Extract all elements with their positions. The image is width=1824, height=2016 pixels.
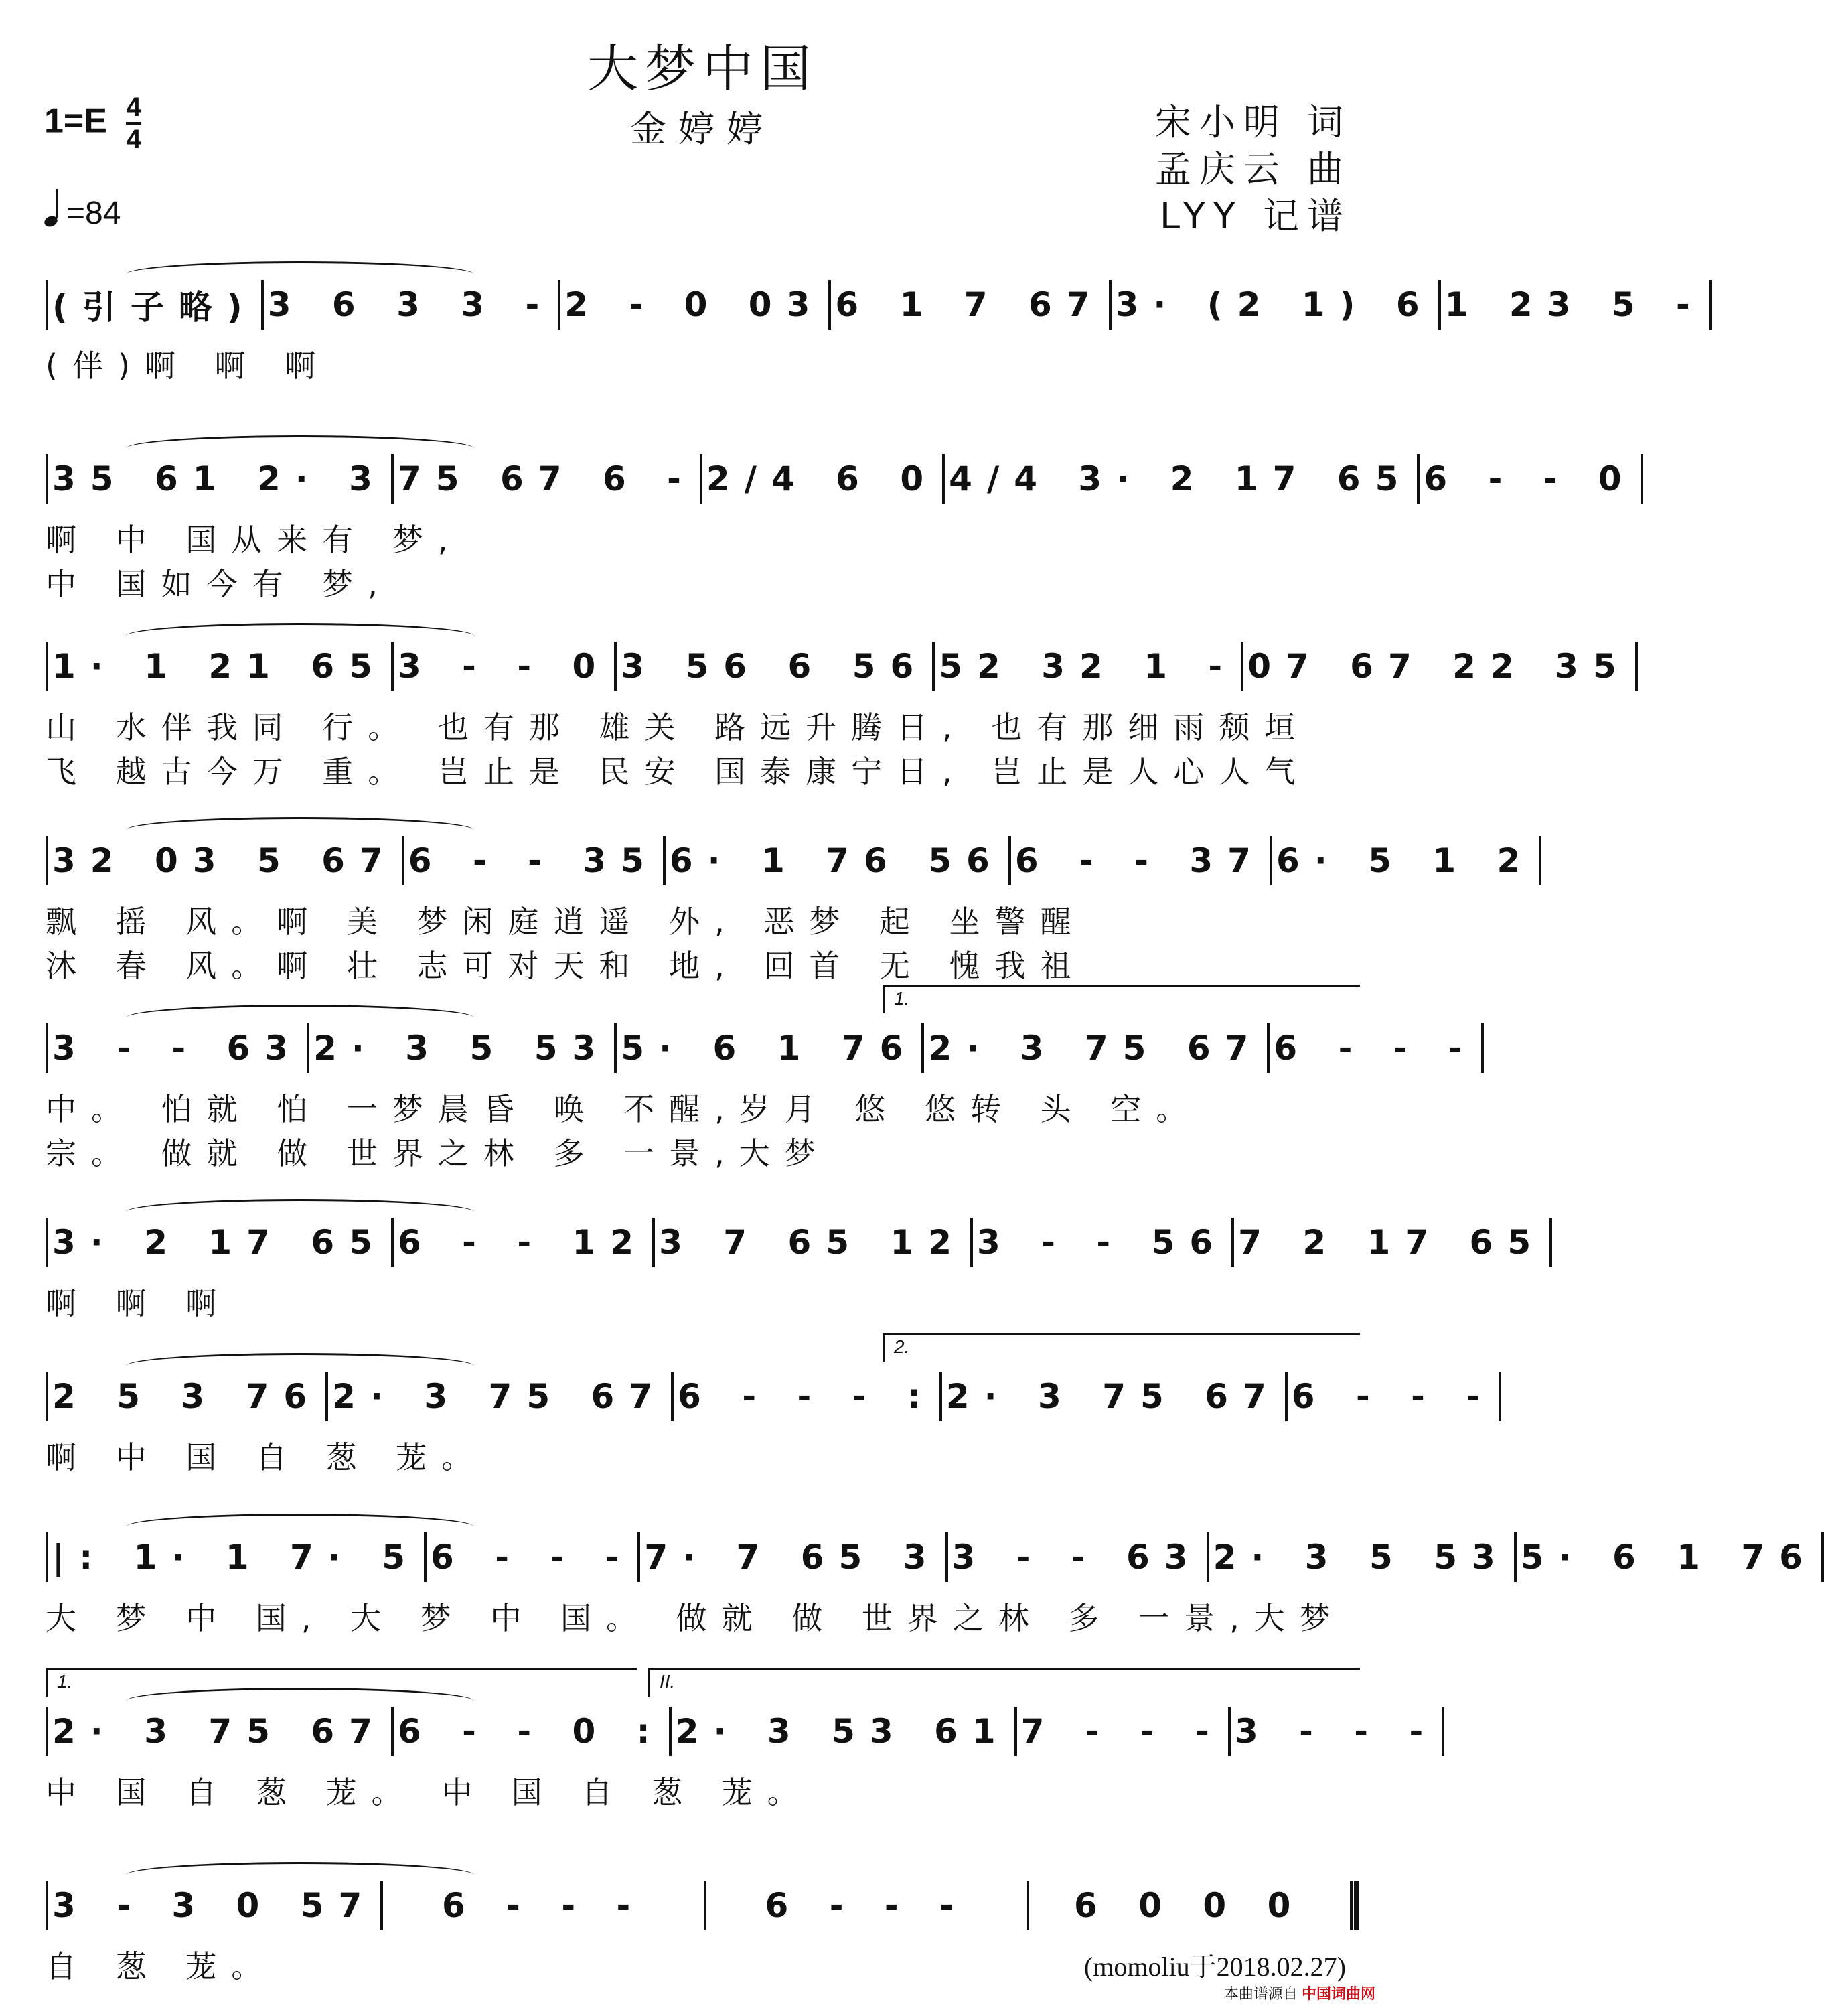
measure-notes: 6· 5 1 2 [1276, 841, 1535, 880]
source-watermark [1224, 1983, 1375, 2003]
measure-notes: 2· 3 75 67 [928, 1029, 1264, 1068]
measure-notes: 2 - 0 03 [564, 285, 825, 324]
measure [674, 1373, 939, 1420]
measure [394, 455, 700, 502]
measure [1517, 1534, 1821, 1581]
notation-row [46, 1219, 1546, 1266]
final-barline [1442, 1707, 1444, 1756]
volta-bracket [46, 1668, 637, 1697]
measure [831, 281, 1108, 328]
measure-notes: 6 - - 37 [1014, 841, 1266, 880]
lyric-line: 飞 越古今万 重。 岂止是 民安 国泰康宁日, 岂止是人心人气 [46, 753, 1310, 790]
measure [1420, 455, 1640, 502]
source-label: 本曲谱源自 [1223, 1985, 1298, 2002]
measure [427, 1534, 637, 1581]
measure [48, 455, 391, 502]
measure-notes: 6 - - - [1274, 1029, 1477, 1068]
notation-row [46, 1534, 1817, 1581]
measure [1209, 1534, 1514, 1581]
measure [48, 1708, 391, 1755]
lyricist-credit: 宋小明 词 [1154, 101, 1351, 143]
measure-notes: 7 2 17 65 [1238, 1223, 1546, 1262]
volta-label: 1. [57, 1671, 73, 1692]
measure [48, 1373, 325, 1420]
measure-notes: 3 56 6 56 [621, 647, 929, 686]
measure-notes: 7 - - - [1020, 1712, 1224, 1751]
measure-notes: 2· 3 75 67 [945, 1377, 1281, 1416]
notation-row [46, 455, 1637, 502]
final-barline [1821, 1532, 1824, 1582]
lyric-line: 中。 怕就 怕 一梦晨昏 唤 不醒,岁月 悠 悠转 头 空。 [46, 1091, 1202, 1127]
measure-notes: 5· 6 1 76 [1520, 1538, 1817, 1577]
measure [328, 1373, 671, 1420]
notation-row [46, 1025, 1477, 1072]
measure [617, 643, 932, 690]
measure-notes: 3· 2 17 65 [52, 1223, 387, 1262]
key-text: 1=E [44, 101, 107, 141]
site-name: 中国词曲网 [1301, 1985, 1375, 2002]
measure [1288, 1373, 1499, 1420]
measure-notes: 3 7 65 12 [659, 1223, 967, 1262]
measure-notes: 4/4 3· 2 17 65 [949, 459, 1414, 498]
volta-label: 1. [894, 988, 910, 1009]
measure-notes: 3 - - - [1234, 1712, 1438, 1751]
volta-bracket [883, 985, 1360, 1013]
transcription-note: (momoliu于2018.02.27) [1083, 1952, 1346, 1982]
measure [942, 1373, 1285, 1420]
measure-notes: 35 61 2· 3 [52, 459, 387, 498]
measure-notes: 6· 1 76 56 [669, 841, 1004, 880]
notation-row [46, 281, 1705, 328]
measure-notes: 3 - - 0 [397, 647, 611, 686]
measure [666, 837, 1008, 884]
measure-notes: 6 0 0 0 [1074, 1886, 1306, 1925]
measure [655, 1219, 970, 1266]
measure [973, 1219, 1231, 1266]
lyric-line: 啊 中 国从来有 梦, [46, 522, 463, 558]
measure [617, 1025, 921, 1072]
final-barline [1499, 1372, 1501, 1421]
final-barline [1635, 642, 1638, 691]
measure [1231, 1708, 1442, 1755]
lyric-line: 飘 摇 风。啊 美 梦闲庭逍遥 外, 恶梦 起 坐警醒 [46, 904, 1086, 940]
measure-notes: 6 1 7 67 [835, 285, 1105, 324]
notation-row [46, 643, 1631, 690]
measure [672, 1708, 1014, 1755]
final-barline [1350, 1881, 1359, 1930]
measure-notes: 3 6 3 3 - [267, 285, 554, 324]
lyric-line: 啊 中 国 自 葱 茏。 [46, 1439, 487, 1475]
measure [1441, 281, 1709, 328]
measure [945, 455, 1417, 502]
measure-notes: 6 - - 0 : [397, 1712, 665, 1751]
measure-notes: 6 - - - [441, 1886, 645, 1925]
notation-row [46, 1708, 1438, 1755]
score-system [46, 268, 1705, 388]
measure-notes: 2· 3 75 67 [52, 1712, 387, 1751]
measure-notes: 6 - - - [1291, 1377, 1495, 1416]
lyric-line: 自 葱 茏。 [46, 1948, 277, 1985]
volta-bracket [883, 1333, 1360, 1362]
time-top: 4 [126, 92, 141, 122]
measure-notes: 5· 6 1 76 [621, 1029, 918, 1068]
singer-name: 金婷婷 [630, 108, 775, 150]
measure [404, 837, 663, 884]
volta-bracket-2 [648, 1668, 1360, 1697]
final-barline [1641, 454, 1643, 504]
measure-notes: 07 67 22 35 [1247, 647, 1631, 686]
measure-notes: 2· 3 53 61 [675, 1712, 1010, 1751]
score-system [46, 1869, 1359, 2016]
measure [383, 1882, 704, 1929]
time-signature [126, 94, 141, 153]
measure [702, 455, 942, 502]
measure [48, 1025, 307, 1072]
lyric-line: 中 国 自 葱 茏。 中 国 自 葱 茏。 [46, 1774, 813, 1810]
measure-notes: 75 67 6 - [397, 459, 696, 498]
score-system [46, 630, 1631, 790]
lyric-line: 宗。 做就 做 世界之林 多 一景,大梦 [46, 1135, 830, 1171]
measure-notes: 3 - - 63 [952, 1538, 1203, 1577]
measure-notes: 6 - - 12 [397, 1223, 649, 1262]
measure [935, 643, 1241, 690]
time-bottom: 4 [126, 125, 141, 154]
measure-notes: 52 32 1 - [939, 647, 1237, 686]
transcriber-credit: LYY 记谱 [1159, 195, 1351, 237]
measure [264, 281, 558, 328]
composer-credit: 孟庆云 曲 [1154, 148, 1351, 190]
measure [1243, 643, 1635, 690]
measure [309, 1025, 614, 1072]
measure [560, 281, 828, 328]
measure-notes: 6 - - 35 [408, 841, 659, 880]
measure-notes: 1· 1 21 65 [52, 647, 387, 686]
measure-notes: 6 - - - : [678, 1377, 935, 1416]
measure-notes: 2· 3 5 53 [1213, 1538, 1510, 1577]
song-title: 大梦中国 [587, 39, 818, 98]
measure-notes: 3 - 3 0 57 [52, 1886, 377, 1925]
measure [1011, 837, 1270, 884]
measure-notes: |: 1· 1 7· 5 [52, 1538, 421, 1577]
measure-notes: 2· 3 5 53 [313, 1029, 611, 1068]
measure-notes: 6 - - 0 [1424, 459, 1637, 498]
score-system [46, 1520, 1817, 1668]
measure [394, 1219, 652, 1266]
tempo-text: =84 [66, 196, 121, 231]
lyric-line: 中 国如今有 梦, [46, 566, 392, 602]
final-barline [1549, 1218, 1552, 1267]
measure [48, 837, 402, 884]
measure-notes: 2 5 3 76 [52, 1377, 322, 1416]
measure-notes: 1 23 5 - [1444, 285, 1705, 324]
measure-notes: 3 - - 63 [52, 1029, 303, 1068]
measure [48, 1882, 380, 1929]
measure-notes: 2· 3 75 67 [332, 1377, 668, 1416]
notation-row [46, 1882, 1359, 1929]
measure [1112, 281, 1438, 328]
measure [1029, 1882, 1350, 1929]
measure [1270, 1025, 1480, 1072]
measure [924, 1025, 1267, 1072]
measure-notes: 6 - - - [431, 1538, 634, 1577]
final-barline [1539, 836, 1541, 885]
score-system [46, 824, 1535, 984]
measure [394, 1708, 669, 1755]
measure-notes: 2/4 6 0 [706, 459, 939, 498]
score-system [46, 988, 1477, 1171]
measure [48, 643, 391, 690]
final-barline [1481, 1023, 1484, 1073]
lyric-line: 山 水伴我同 行。 也有那 雄关 路远升腾日, 也有那细雨颓垣 [46, 709, 1310, 745]
lyric-line: 大 梦 中 国, 大 梦 中 国。 做就 做 世界之林 多 一景,大梦 [46, 1600, 1345, 1636]
key-signature [44, 94, 141, 153]
score-system [46, 442, 1637, 602]
volta-label: 2. [894, 1336, 910, 1357]
measure-notes: 6 - - - [765, 1886, 968, 1925]
lyric-line: 沐 春 风。啊 壮 志可对天和 地, 回首 无 愧我祖 [46, 948, 1086, 984]
measure-notes: 7· 7 65 3 [644, 1538, 941, 1577]
measure [1234, 1219, 1549, 1266]
tempo-marking [44, 194, 121, 232]
measure [48, 281, 261, 328]
final-barline [1709, 280, 1712, 330]
lyric-line: (伴)啊 啊 啊 [46, 348, 331, 384]
score-system [46, 1671, 1438, 1842]
measure [394, 643, 614, 690]
lyric-line: 啊 啊 啊 [46, 1285, 232, 1321]
measure [48, 1219, 391, 1266]
measure [1017, 1708, 1228, 1755]
measure [48, 1534, 424, 1581]
notation-row [46, 1373, 1495, 1420]
volta-label: II. [660, 1671, 676, 1692]
score-system [46, 1206, 1546, 1353]
measure-notes: 3· (2 1) 6 [1115, 285, 1434, 324]
measure-notes: (引子略) [52, 288, 257, 327]
measure [948, 1534, 1207, 1581]
notation-row [46, 837, 1535, 884]
measure [640, 1534, 945, 1581]
measure [706, 1882, 1027, 1929]
measure-notes: 32 03 5 67 [52, 841, 398, 880]
measure [1272, 837, 1539, 884]
score-system [46, 1336, 1495, 1507]
measure-notes: 3 - - 56 [977, 1223, 1228, 1262]
